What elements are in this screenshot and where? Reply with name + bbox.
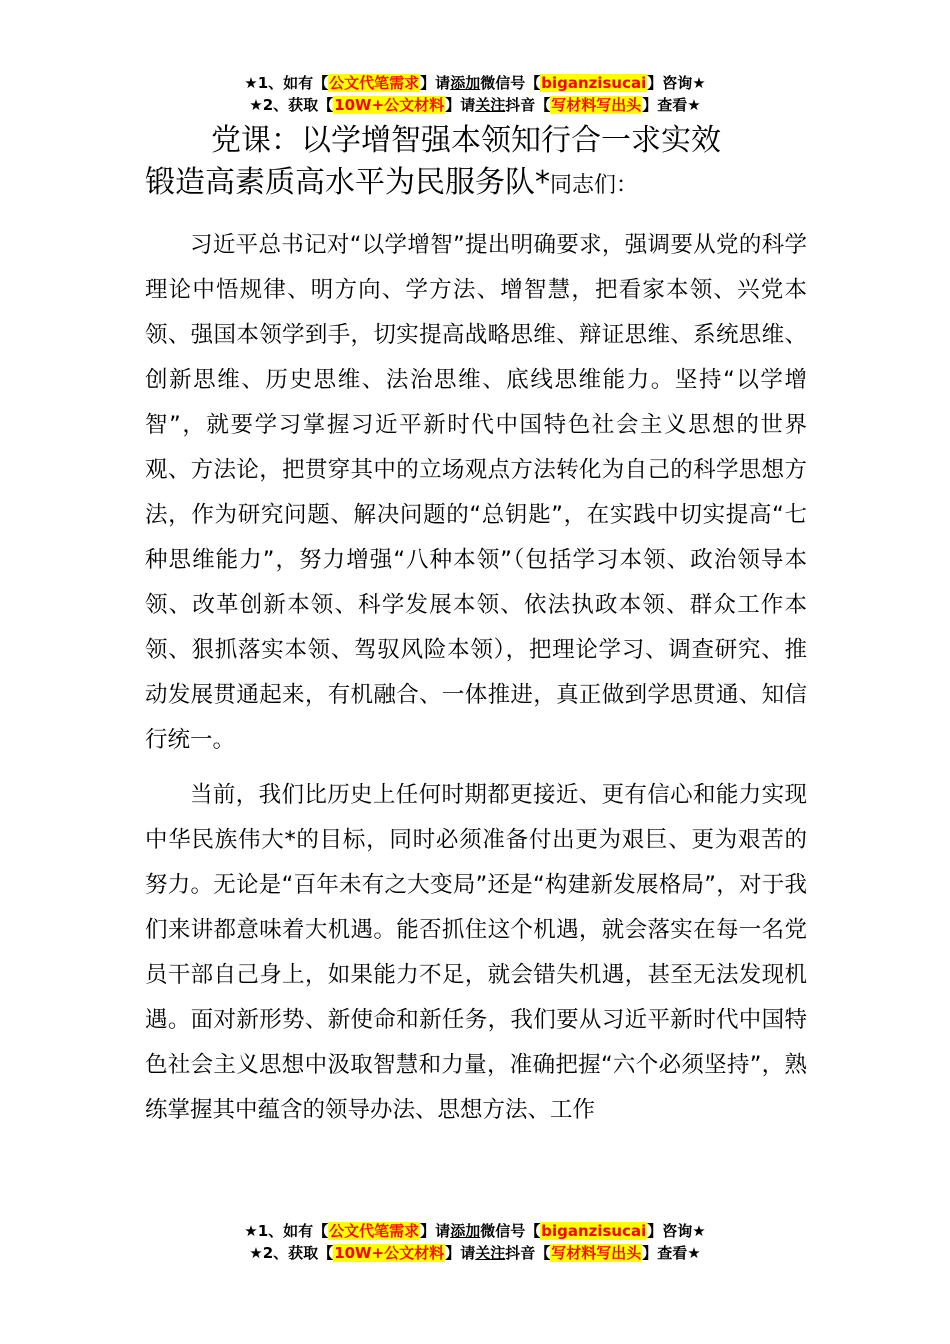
greeting: 同志们： (550, 173, 639, 198)
banner-highlight: biganzisucai (541, 74, 647, 92)
banner-highlight: 10W+公文材料 (334, 1244, 445, 1262)
banner-line-2: ★2、获取【10W+公文材料】请关注抖音【写材料写出头】查看★ (249, 96, 701, 114)
banner-highlight: 10W+公文材料 (334, 96, 445, 114)
banner-highlight: 写材料写出头 (551, 1244, 642, 1262)
banner-line-1: ★1、如有【公文代笔需求】请添加微信号【biganzisucai】咨询★ (244, 74, 706, 92)
title-line-1: 党课：以学增智强本领知行合一求实效 (211, 123, 721, 158)
title-line-2: 锻造高素质高水平为民服务队*同志们： (145, 165, 639, 200)
banner-highlight: biganzisucai (541, 1222, 647, 1240)
header-banner (0, 72, 950, 116)
footer-banner (0, 1220, 950, 1264)
banner-line-2: ★2、获取【10W+公文材料】请关注抖音【写材料写出头】查看★ (249, 1244, 701, 1262)
document-body (145, 120, 807, 1133)
paragraph-1: 习近平总书记对“以学增智”提出明确要求，强调要从党的科学理论中悟规律、明方向、学方法、增智慧，把看家本领、兴党本领、强国本领学到手，切实提高战略思维、辩证思维、系统思维、创新思维、历史思维、法治思维、底线思维能力。坚持“以学增智”，就要学习掌握习近平新时代中国特色社会主义思想的世界观、方法论，把贯穿其中的立场观点方法转化为自己的科学思想方法，作为研究问题、解决问题的“总钥匙”，在实践中切实提高“七种思维能力”，努力增强“八种本领”（包括学习本领、政治领导本领、改革创新本领、科学发展本领、依法执政本领、群众工作本领、狠抓落实本领、驾驭风险本领），把理论学习、调查研究、推动发展贯通起来，有机融合、一体推进，真正做到学思贯通、知信行统一。 (145, 232, 807, 753)
banner-line-1: ★1、如有【公文代笔需求】请添加微信号【biganzisucai】咨询★ (244, 1222, 706, 1240)
paragraph-2: 当前，我们比历史上任何时期都更接近、更有信心和能力实现中华民族伟大*的目标，同时必须准备付出更为艰巨、更为艰苦的努力。无论是“百年未有之大变局”还是“构建新发展格局”，对于我们来讲都意味着大机遇。能否抓住这个机遇，就会落实在每一名党员干部自己身上，如果能力不足，就会错失机遇，甚至无法发现机遇。面对新形势、新使命和新任务，我们要从习近平新时代中国特色社会主义思想中汲取智慧和力量，准确把握“六个必须坚持”，熟练掌握其中蕴含的领导办法、思想方法、工作 (145, 782, 807, 1123)
banner-highlight: 公文代笔需求 (329, 1222, 420, 1240)
document-title (145, 120, 807, 207)
banner-highlight: 公文代笔需求 (329, 74, 420, 92)
banner-highlight: 写材料写出头 (551, 96, 642, 114)
